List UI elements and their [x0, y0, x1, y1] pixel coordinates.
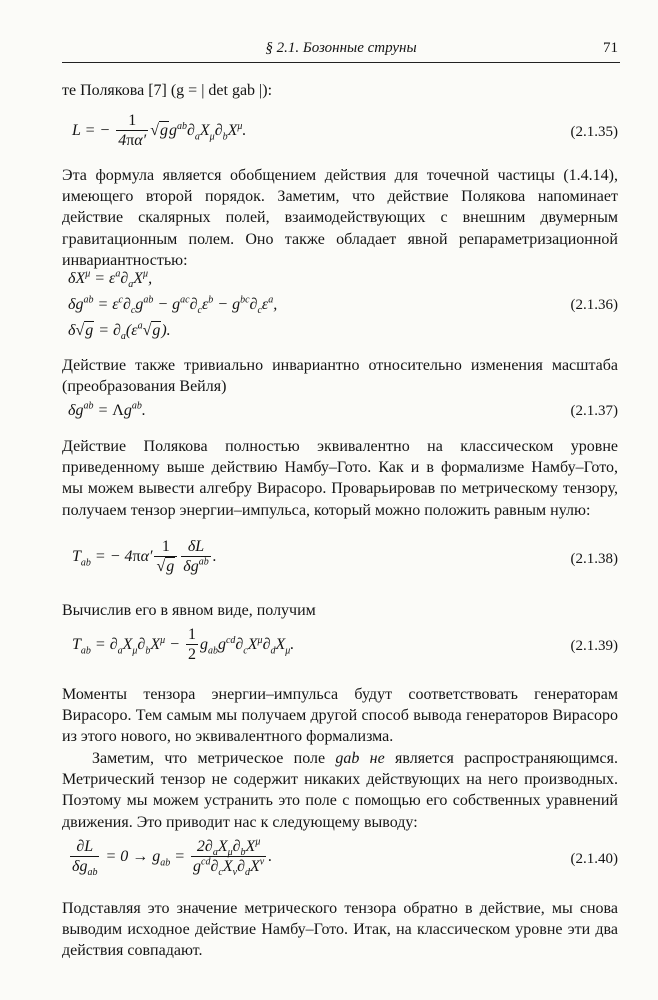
paragraph-metric-field: Заметим, что метрическое поле gab не является распространяющимся. Метрический тензор не содержит никаких действующих на него производных. Поэтому мы можем устранить это поле с помощью его собственных уравнений движения. Это приводит нас к следующему выводу:	[62, 750, 618, 831]
variation-x: $\delta X^\mu = \varepsilon^a\partial_aX^\mu$,	[68, 268, 153, 291]
paragraph-conclusion: Подставляя это значение метрического тензора обратно в действие, мы снова выводим исходное действие Намбу–Гото. Итак, на классическом уровне эти два действия совпадают.	[62, 900, 618, 960]
equation-number: (2.1.37)	[570, 403, 618, 419]
paragraph-intro-fragment: те Полякова [7] (g = | det gab |):	[62, 82, 273, 99]
equation-number: (2.1.40)	[570, 851, 618, 867]
equation-2-1-39	[62, 626, 618, 674]
equation-2-1-37	[62, 402, 618, 426]
variation-sqrt-g: $\delta√g = \partial_a(\varepsilon^a√g)$.	[68, 320, 171, 343]
paragraph-weyl: Действие также тривиально инвариантно относительно изменения масштаба (преобразования Вейля)	[62, 357, 618, 396]
running-title: § 2.1. Бозонные струны	[265, 40, 417, 56]
paragraph-reparametrization: Эта формула является обобщением действия для точечной частицы (1.4.14), имеющего второй порядок. Заметим, что действие Полякова напоминает действие скалярных полей, взаимодействующих с внешним двумерным гравитационным полем. Оно также обладает явной репараметризационной инвариантностью:	[62, 167, 618, 269]
variation-metric: $\delta g^{ab} = \varepsilon^c\partial_cg^{ab} - g^{ac}\partial_c\varepsilon^b - g^{bc}\partial_c\varepsilon^a$,	[68, 294, 278, 317]
metric-equation-of-motion: $\frac{\partial L}{\delta g_{ab}}$ = $0 \to g_{ab}$ = $\frac{2\partial_aX_\mu\partial_bX^\mu}{g^{cd}\partial_cX_\nu\partial_dX^\nu}$ .	[72, 836, 273, 879]
paragraph-equivalence: Действие Полякова полностью эквивалентно на классическом уровне приведенному выше действию Намбу–Гото. Как и в формализме Намбу–Гото, мы можем вывести алгебру Вирасоро. Проварьировав по метрическому тензору, получаем тензор энергии–импульса, который можно положить равным нулю:	[62, 438, 618, 519]
stress-tensor-explicit: $T_{ab} = \partial_aX_\mu\partial_bX^\mu$ − $\frac{1}{2}$ $g_{ab}g^{cd}\partial_cX^\mu\partial_dX_\mu$.	[72, 626, 295, 663]
equation-number: (2.1.39)	[570, 638, 618, 654]
stress-tensor-definition: $T_{ab}$ = − 4πα′ $\frac{1}{√g}$ $\frac{\delta L}{\delta g^{ab}}$ .	[72, 538, 217, 575]
equation-number: (2.1.38)	[570, 551, 618, 567]
equation-2-1-35	[62, 112, 618, 156]
weyl-transformation: $\delta g^{ab} = \Lambda g^{ab}$.	[68, 400, 146, 419]
equation-2-1-40	[62, 838, 618, 888]
equation-2-1-36	[62, 270, 618, 346]
paragraph-virasoro: Моменты тензора энергии–импульса будут соответствовать генераторам Вирасоро. Тем самым мы получаем другой способ вывода генераторов Вирасоро из этого нового, но эквивалентного формализма.	[62, 686, 618, 746]
page-number: 71	[603, 40, 618, 56]
equation-number: (2.1.36)	[570, 297, 618, 313]
running-header	[62, 38, 620, 63]
equation-2-1-38	[62, 538, 618, 590]
equation-number: (2.1.35)	[570, 124, 618, 140]
paragraph-compute: Вычислив его в явном виде, получим	[62, 602, 316, 619]
polyakov-lagrangian: L = − $\frac{1}{4\pi\alpha'}$ $√gg^{ab}\partial_aX_\mu\partial_bX^\mu$.	[72, 112, 247, 149]
